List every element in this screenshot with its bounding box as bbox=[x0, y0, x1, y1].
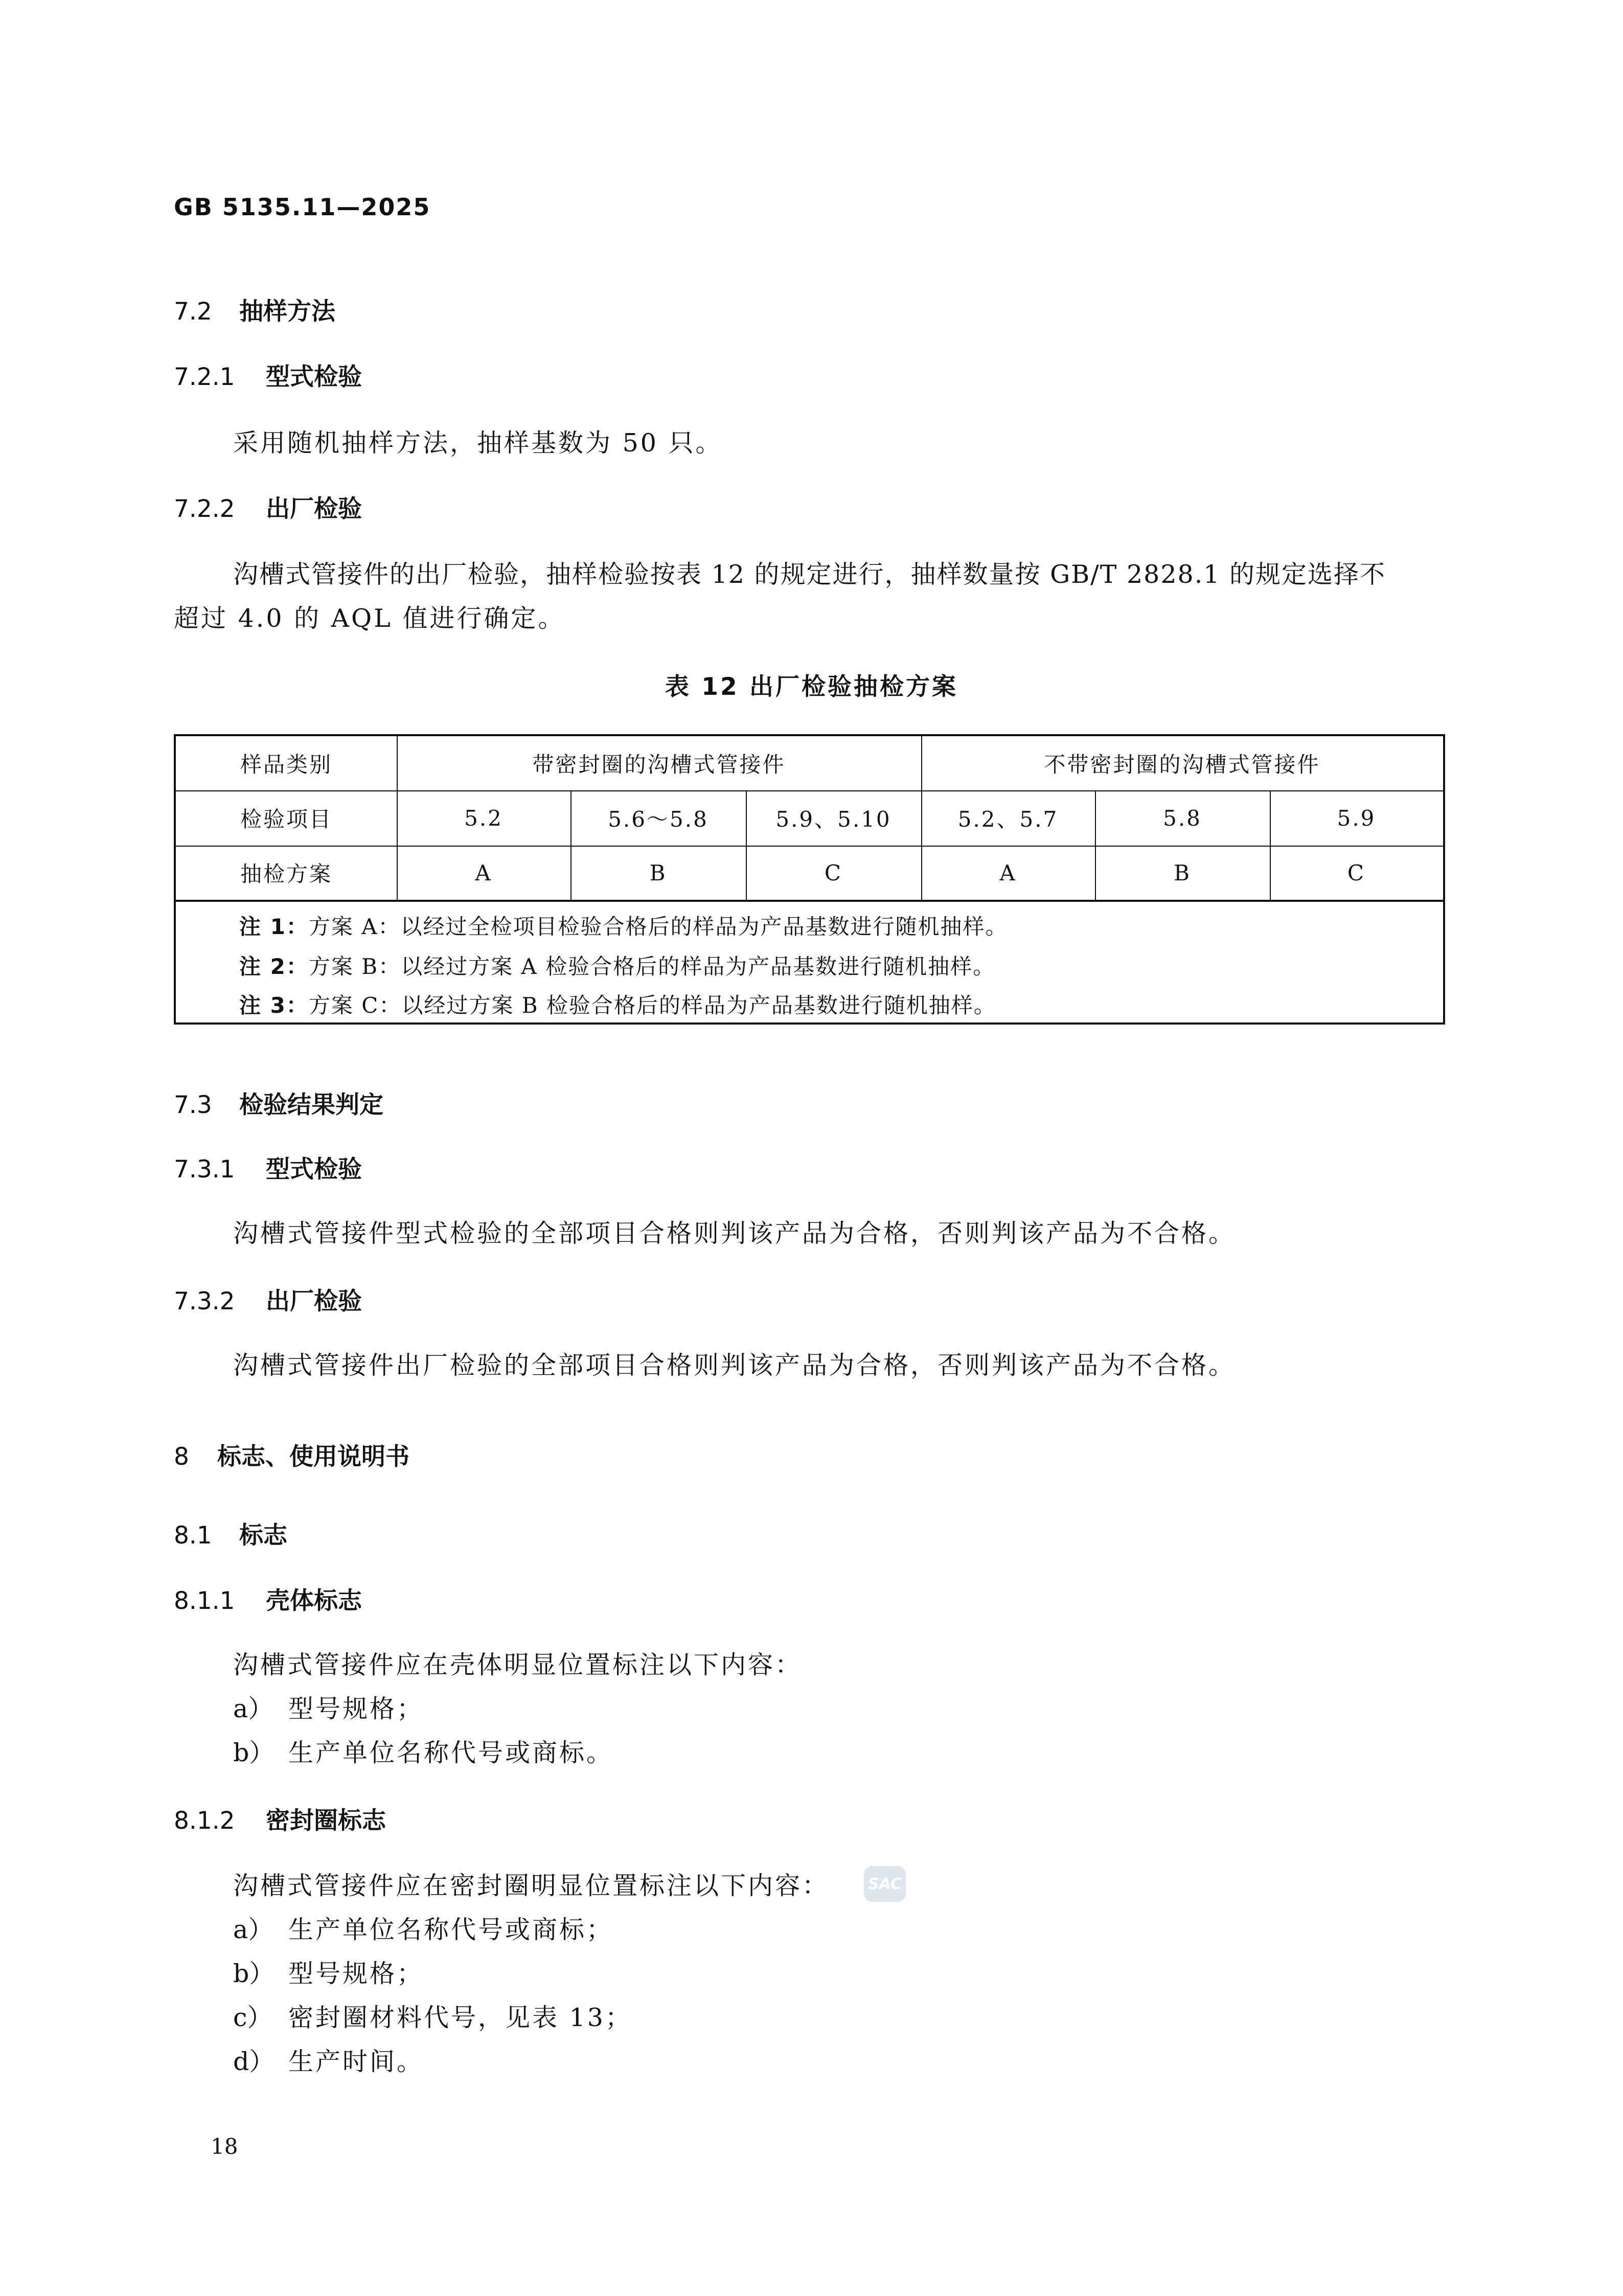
section-number: 7.2 bbox=[174, 298, 212, 326]
section-title: 型式检验 bbox=[266, 1155, 362, 1184]
list-text: 型号规格； bbox=[288, 1959, 424, 1988]
section-number: 8.1.2 bbox=[174, 1807, 235, 1835]
section-title: 壳体标志 bbox=[266, 1587, 362, 1615]
heading-8-1 bbox=[174, 1516, 287, 1551]
note-text: 方案 C：以经过方案 B 检验合格后的样品为产品基数进行随机抽样。 bbox=[308, 993, 996, 1018]
table-cell: 5.8 bbox=[1163, 805, 1202, 831]
note-text: 方案 B：以经过方案 A 检验合格后的样品为产品基数进行随机抽样。 bbox=[308, 954, 996, 979]
heading-8 bbox=[174, 1438, 409, 1472]
table-cell: 5.9 bbox=[1337, 805, 1376, 831]
table-header-cell: 不带密封圈的沟槽式管接件 bbox=[1044, 752, 1320, 777]
list-label: a） bbox=[233, 1694, 273, 1723]
table-cell: C bbox=[1347, 860, 1366, 885]
heading-7-2-1 bbox=[174, 358, 362, 392]
heading-7-2-2 bbox=[174, 490, 362, 524]
list-item bbox=[233, 1998, 632, 2034]
table-note bbox=[239, 950, 995, 981]
paragraph-8-1-2: 沟槽式管接件应在密封圈明显位置标注以下内容： bbox=[233, 1871, 830, 1900]
table-cell: 5.9、5.10 bbox=[775, 807, 891, 832]
table-cell: 5.2 bbox=[464, 805, 503, 831]
section-number: 7.3.2 bbox=[174, 1287, 235, 1315]
section-number: 7.3.1 bbox=[174, 1155, 235, 1184]
heading-7-3-1 bbox=[174, 1150, 362, 1185]
paragraph-7-2-1: 采用随机抽样方法，抽样基数为 50 只。 bbox=[233, 428, 723, 458]
sac-watermark-logo: SAC bbox=[864, 1866, 906, 1902]
paragraph-7-2-2-line1: 沟槽式管接件的出厂检验，抽样检验按表 12 的规定进行，抽样数量按 GB/T 2828.1 的规定选择不 bbox=[233, 560, 1386, 589]
table-cell: A bbox=[475, 860, 492, 885]
table-rule bbox=[176, 900, 1443, 902]
section-title: 标志 bbox=[239, 1521, 287, 1550]
paragraph-7-2-2-line2: 超过 4.0 的 AQL 值进行确定。 bbox=[174, 604, 565, 633]
list-label: c） bbox=[233, 2003, 272, 2032]
heading-8-1-1 bbox=[174, 1582, 362, 1616]
note-tag: 注 3： bbox=[239, 993, 309, 1018]
list-item bbox=[233, 1910, 613, 1946]
heading-7-2 bbox=[174, 292, 335, 327]
document-code: GB 5135.11—2025 bbox=[174, 193, 431, 221]
paragraph-7-3-2: 沟槽式管接件出厂检验的全部项目合格则判该产品为合格，否则判该产品为不合格。 bbox=[233, 1351, 1236, 1380]
list-item bbox=[233, 2042, 424, 2078]
table-cell: A bbox=[999, 860, 1017, 885]
table-header-cell: 带密封圈的沟槽式管接件 bbox=[532, 752, 786, 777]
paragraph-7-3-1: 沟槽式管接件型式检验的全部项目合格则判该产品为合格，否则判该产品为不合格。 bbox=[233, 1219, 1236, 1248]
section-number: 7.2.2 bbox=[174, 495, 235, 523]
section-number: 8.1 bbox=[174, 1521, 212, 1550]
table-cell: 5.6～5.8 bbox=[608, 807, 708, 832]
table-cell: B bbox=[1174, 860, 1191, 885]
table-caption: 表 12 出厂检验抽检方案 bbox=[665, 673, 958, 701]
list-label: d） bbox=[233, 2047, 275, 2076]
section-number: 7.2.1 bbox=[174, 363, 235, 391]
table-cell: 5.2、5.7 bbox=[957, 807, 1059, 832]
table-cell: C bbox=[824, 860, 843, 885]
table-note bbox=[239, 910, 1008, 941]
section-number: 8 bbox=[174, 1443, 189, 1471]
section-title: 检验结果判定 bbox=[239, 1091, 383, 1119]
list-text: 密封圈材料代号，见表 13； bbox=[288, 2003, 632, 2032]
note-tag: 注 2： bbox=[239, 954, 309, 979]
list-item bbox=[233, 1954, 424, 1990]
section-title: 型式检验 bbox=[266, 363, 362, 391]
heading-7-3-2 bbox=[174, 1282, 362, 1316]
list-text: 生产时间。 bbox=[288, 2047, 424, 2076]
list-label: b） bbox=[233, 1959, 275, 1988]
list-item bbox=[233, 1733, 613, 1769]
table-note bbox=[239, 989, 996, 1019]
section-title: 出厂检验 bbox=[266, 495, 362, 523]
heading-8-1-2 bbox=[174, 1802, 386, 1836]
list-label: a） bbox=[233, 1915, 273, 1944]
table-row-label: 抽检方案 bbox=[240, 861, 332, 886]
section-title: 出厂检验 bbox=[266, 1287, 362, 1315]
section-number: 8.1.1 bbox=[174, 1587, 235, 1615]
list-label: b） bbox=[233, 1738, 275, 1767]
note-text: 方案 A：以经过全检项目检验合格后的样品为产品基数进行随机抽样。 bbox=[308, 914, 1008, 939]
list-text: 生产单位名称代号或商标； bbox=[288, 1915, 614, 1944]
page-number: 18 bbox=[211, 2134, 238, 2159]
table-header-cell: 样品类别 bbox=[240, 752, 332, 777]
section-title: 标志、使用说明书 bbox=[217, 1443, 409, 1471]
table-row-label: 检验项目 bbox=[240, 807, 332, 832]
note-tag: 注 1： bbox=[239, 914, 309, 939]
list-text: 型号规格； bbox=[288, 1694, 424, 1723]
section-title: 抽样方法 bbox=[239, 298, 335, 326]
list-text: 生产单位名称代号或商标。 bbox=[288, 1738, 614, 1767]
list-item bbox=[233, 1689, 424, 1725]
section-number: 7.3 bbox=[174, 1091, 212, 1119]
section-title: 密封圈标志 bbox=[266, 1807, 386, 1835]
heading-7-3 bbox=[174, 1086, 383, 1120]
paragraph-8-1-1: 沟槽式管接件应在壳体明显位置标注以下内容： bbox=[233, 1650, 803, 1679]
sampling-table bbox=[174, 734, 1445, 1025]
table-cell: B bbox=[649, 860, 667, 885]
